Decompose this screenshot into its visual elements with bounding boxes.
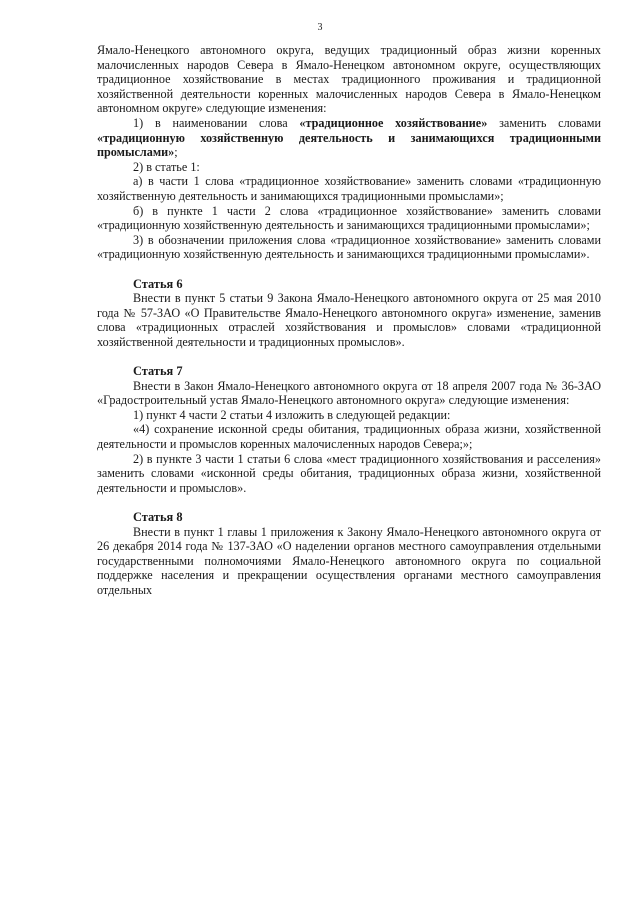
article-8-heading: Статья 8 [133, 510, 183, 524]
page-number: 3 [317, 22, 323, 33]
amendment-item-1 [97, 116, 601, 160]
amendment-item-2a: а) в части 1 слова «традиционное хозяйствование» заменить словами «традиционную хозяйственную деятельность и занимающихся традиционными промыслами»; [97, 174, 601, 203]
amendment-item-1-post: ; [174, 145, 178, 160]
amendment-item-3: 3) в обозначении приложения слова «традиционное хозяйствование» заменить словами «традиционную хозяйственную деятельность и занимающихся традиционными промыслами». [97, 232, 601, 262]
article-7-item-1-quote: «4) сохранение исконной среды обитания, традиционных образа жизни, хозяйственной деятельности и промыслов коренных малочисленных народов Севера;»; [97, 422, 601, 452]
article-7-heading: Статья 7 [133, 364, 183, 379]
article-8-text: Внести в пункт 1 главы 1 приложения к Закону Ямало-Ненецкого автономного округа от 26 декабря 2014 года № 137-ЗАО «О наделении органов местного самоуправления отдельными государственными полномочиями Ямало-Ненецкого автономного округа по социальной поддержке населения и прекращении осуществления органами местного самоуправления отдельных [97, 524, 601, 597]
amendment-item-1-new-term: «традиционную хозяйственную деятельность и занимающихся традиционными промыслами» [97, 130, 601, 160]
article-6-text: Внести в пункт 5 статьи 9 Закона Ямало-Ненецкого автономного округа от 25 мая 2010 года № 57-ЗАО «О Правительстве Ямало-Ненецкого автономного округа» изменение, заменив слова «традиционных отраслей хозяйствования и промыслов» словами «традиционной хозяйственной деятельности и традиционных промыслов». [97, 291, 601, 349]
amendment-item-2b: б) в пункте 1 части 2 слова «традиционное хозяйствование» заменить словами «традиционную хозяйственную деятельность и занимающихся традиционными промыслами»; [97, 203, 601, 233]
article-7-text: Внести в Закон Ямало-Ненецкого автономного округа от 18 апреля 2007 года № 36-ЗАО «Градостроительный устав Ямало-Ненецкого автономного округа» следующие изменения: [97, 378, 601, 408]
document-body [97, 43, 601, 598]
amendment-item-1-mid: заменить словами [487, 115, 601, 130]
article-6-heading: Статья 6 [133, 276, 183, 291]
amendment-item-1-pre: 1) в наименовании слова [133, 115, 300, 130]
intro-paragraph: Ямало-Ненецкого автономного округа, ведущих традиционный образ жизни коренных малочисленных народов Севера в Ямало-Ненецком автономном округе, осуществляющих традиционное хозяйствование в местах традиционного проживания и традиционной хозяйственной деятельности коренных малочисленных народов Севера в Ямало-Ненецком автономном округе» следующие изменения: [97, 43, 601, 116]
amendment-item-2: 2) в статье 1: [133, 159, 200, 174]
article-7-item-2: 2) в пункте 3 части 1 статьи 6 слова «мест традиционного хозяйствования и расселения» заменить словами «исконной среды обитания, традиционных образа жизни, хозяйственной деятельности и промыслов». [97, 451, 601, 495]
spacer [97, 349, 601, 364]
amendment-item-1-old-term: «традиционное хозяйствование» [299, 115, 488, 130]
article-7-item-1: 1) пункт 4 части 2 статьи 4 изложить в следующей редакции: [133, 407, 451, 422]
spacer [97, 495, 601, 510]
spacer [97, 262, 601, 277]
